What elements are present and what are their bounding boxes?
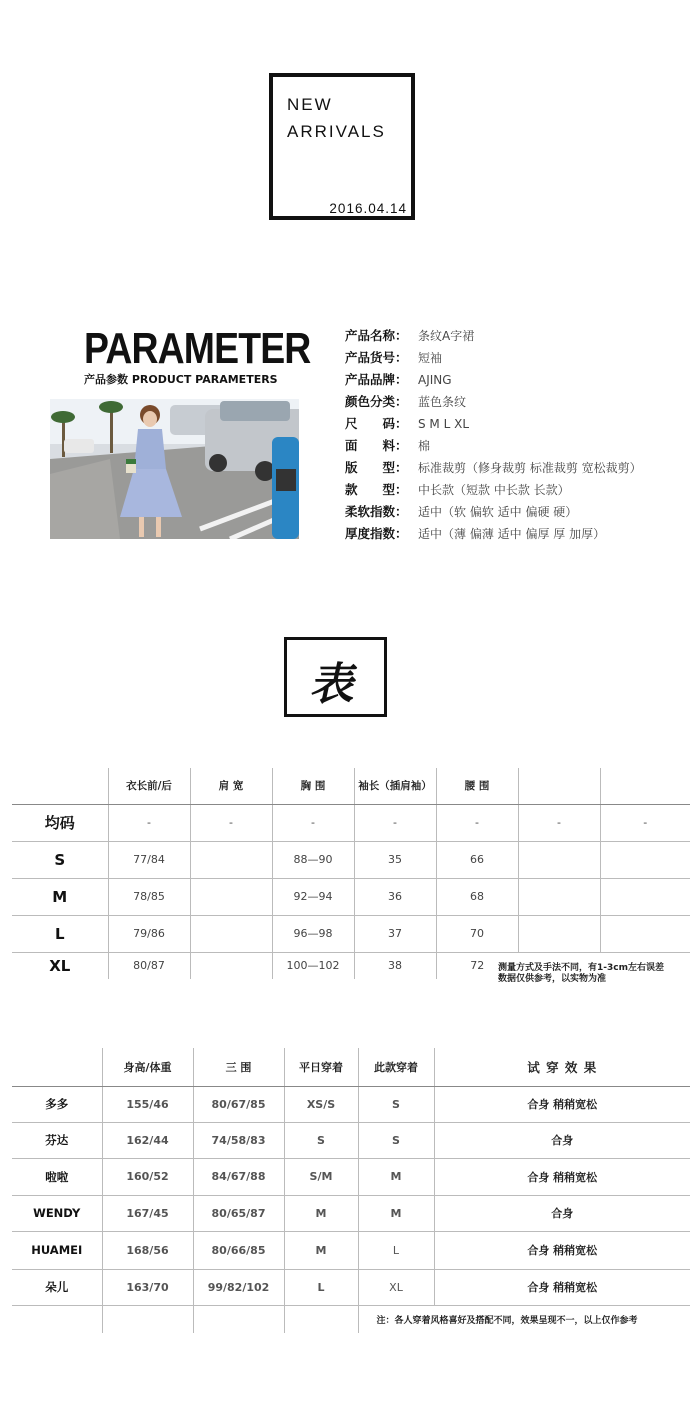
spec-value: 条纹A字裙 [418,329,475,343]
cell: XS/S [284,1086,358,1122]
cell: 合身 稍稍宽松 [434,1231,690,1269]
row-label: S [12,841,108,878]
product-spec-list [345,327,690,547]
row-label: WENDY [12,1195,102,1231]
cell [518,878,600,915]
row-label: HUAMEI [12,1231,102,1269]
cell: - [108,804,190,841]
spec-key: 颜色分类： [345,394,408,409]
arrivals-line1: NEW [287,95,333,114]
cell: 合身 稍稍宽松 [434,1086,690,1122]
try-on-note: 注：各人穿着风格喜好及搭配不同，效果呈现不一，以上仅作参考 [358,1305,690,1333]
cell [284,1305,358,1333]
spec-key: 产品货号： [345,350,408,365]
cell [190,952,272,979]
table-row [12,1231,690,1269]
row-label: XL [49,956,71,975]
cell: 70 [436,915,518,952]
header-cell [12,1048,102,1086]
header-cell: 试 穿 效 果 [434,1048,690,1086]
spec-key: 厚度指数： [345,526,408,541]
cell: L [284,1269,358,1305]
cell: 35 [354,841,436,878]
cell: 合身 稍稍宽松 [434,1269,690,1305]
cell [190,841,272,878]
cell: - [436,804,518,841]
cell: S [358,1086,434,1122]
cell: 74/58/83 [193,1122,284,1158]
spec-row [345,481,690,503]
spec-row [345,393,690,415]
cell: 163/70 [102,1269,193,1305]
cell: 68 [436,878,518,915]
cell [193,1305,284,1333]
table-row [12,841,690,878]
table-row [12,1158,690,1195]
cell: 80/66/85 [193,1231,284,1269]
cell: M [358,1195,434,1231]
table-row [12,1086,690,1122]
cell: 100—102 [272,952,354,979]
header-cell: 袖长（插肩袖） [354,768,436,804]
product-photo [50,399,299,539]
parameter-title: PARAMETER [84,324,311,373]
spec-row [345,525,690,547]
table-char: 表 [307,659,362,710]
row-label: 均码 [12,804,108,841]
cell: 37 [354,915,436,952]
try-table-header [12,1048,690,1086]
spec-row [345,459,690,481]
spec-value: 中长款（短款 中长款 长款） [418,483,570,497]
header-cell [600,768,690,804]
spec-row [345,349,690,371]
row-label: L [12,915,108,952]
header-cell [518,768,600,804]
cell [190,915,272,952]
spec-key: 面 料： [345,438,408,453]
spec-value: AJING [418,373,452,387]
cell: 160/52 [102,1158,193,1195]
cell: M [358,1158,434,1195]
header-cell [12,768,108,804]
spec-key: 款 型： [345,482,408,497]
spec-row [345,371,690,393]
table-row [12,915,690,952]
cell [12,1305,102,1333]
cell: 99/82/102 [193,1269,284,1305]
cell: - [600,804,690,841]
spec-row [345,327,690,349]
cell: XL [358,1269,434,1305]
header-cell: 平日穿着 [284,1048,358,1086]
spec-value: 短袖 [418,351,443,365]
cell: 78/85 [108,878,190,915]
table-section-icon [284,637,387,717]
cell [518,841,600,878]
table-row [12,1122,690,1158]
header-cell: 腰 围 [436,768,518,804]
spec-value: S M L XL [418,417,470,431]
spec-value: 蓝色条纹 [418,395,467,409]
cell: 72 [436,952,518,979]
header-cell: 此款穿着 [358,1048,434,1086]
spec-value: 适中（薄 偏薄 适中 偏厚 厚 加厚） [418,527,606,541]
cell: 36 [354,878,436,915]
spec-key: 产品名称： [345,328,408,343]
cell: 80/65/87 [193,1195,284,1231]
size-note-line1: 测量方式及手法不同，有1-3cm左右误差 [498,963,664,973]
new-arrivals-box [269,73,415,220]
spec-row [345,415,690,437]
cell: 155/46 [102,1086,193,1122]
header-cell: 三 围 [193,1048,284,1086]
spec-key: 产品品牌： [345,372,408,387]
cell [102,1305,193,1333]
cell [600,878,690,915]
cell: 合身 [434,1122,690,1158]
cell: 80/87 [108,952,190,979]
size-note-line2: 数据仅供参考，以实物为准 [498,974,607,984]
header-cell: 身高/体重 [102,1048,193,1086]
cell: - [518,804,600,841]
cell: 38 [354,952,436,979]
table-row-note [12,1305,690,1333]
cell: 88—90 [272,841,354,878]
spec-key: 尺 码： [345,416,408,431]
table-row [12,878,690,915]
cell: - [190,804,272,841]
header-cell: 肩 宽 [190,768,272,804]
table-row [12,1269,690,1305]
cell: 167/45 [102,1195,193,1231]
spec-value: 适中（软 偏软 适中 偏硬 硬） [418,505,578,519]
cell: 96—98 [272,915,354,952]
row-label: 朵儿 [12,1269,102,1305]
parameter-subtitle: 产品参数 PRODUCT PARAMETERS [84,373,278,386]
spec-value: 标准裁剪（修身裁剪 标准裁剪 宽松裁剪） [418,461,642,475]
row-label: 多多 [12,1086,102,1122]
cell: 合身 [434,1195,690,1231]
cell: S [284,1122,358,1158]
cell: 92—94 [272,878,354,915]
cell [190,878,272,915]
cell: S [358,1122,434,1158]
cell: - [272,804,354,841]
cell [600,841,690,878]
table-row [12,1195,690,1231]
try-on-table [12,1048,690,1333]
spec-row [345,437,690,459]
size-table [12,768,690,979]
size-table-header [12,768,690,804]
row-label: M [12,878,108,915]
cell: 168/56 [102,1231,193,1269]
header-cell: 胸 围 [272,768,354,804]
cell: 162/44 [102,1122,193,1158]
cell: 77/84 [108,841,190,878]
spec-key: 版 型： [345,460,408,475]
spec-key: 柔软指数： [345,504,408,519]
cell: S/M [284,1158,358,1195]
cell: 80/67/85 [193,1086,284,1122]
cell: 79/86 [108,915,190,952]
cell [600,915,690,952]
cell: L [358,1231,434,1269]
spec-value: 棉 [418,439,431,453]
cell: - [354,804,436,841]
row-label: 芬达 [12,1122,102,1158]
header-cell: 衣长前/后 [108,768,190,804]
cell: 66 [436,841,518,878]
cell: M [284,1231,358,1269]
table-row [12,804,690,841]
arrivals-line2: ARRIVALS [287,122,386,141]
spec-row [345,503,690,525]
cell: 84/67/88 [193,1158,284,1195]
cell: M [284,1195,358,1231]
cell: 合身 稍稍宽松 [434,1158,690,1195]
arrivals-date: 2016.04.14 [329,201,407,216]
cell [518,915,600,952]
row-label: 啦啦 [12,1158,102,1195]
